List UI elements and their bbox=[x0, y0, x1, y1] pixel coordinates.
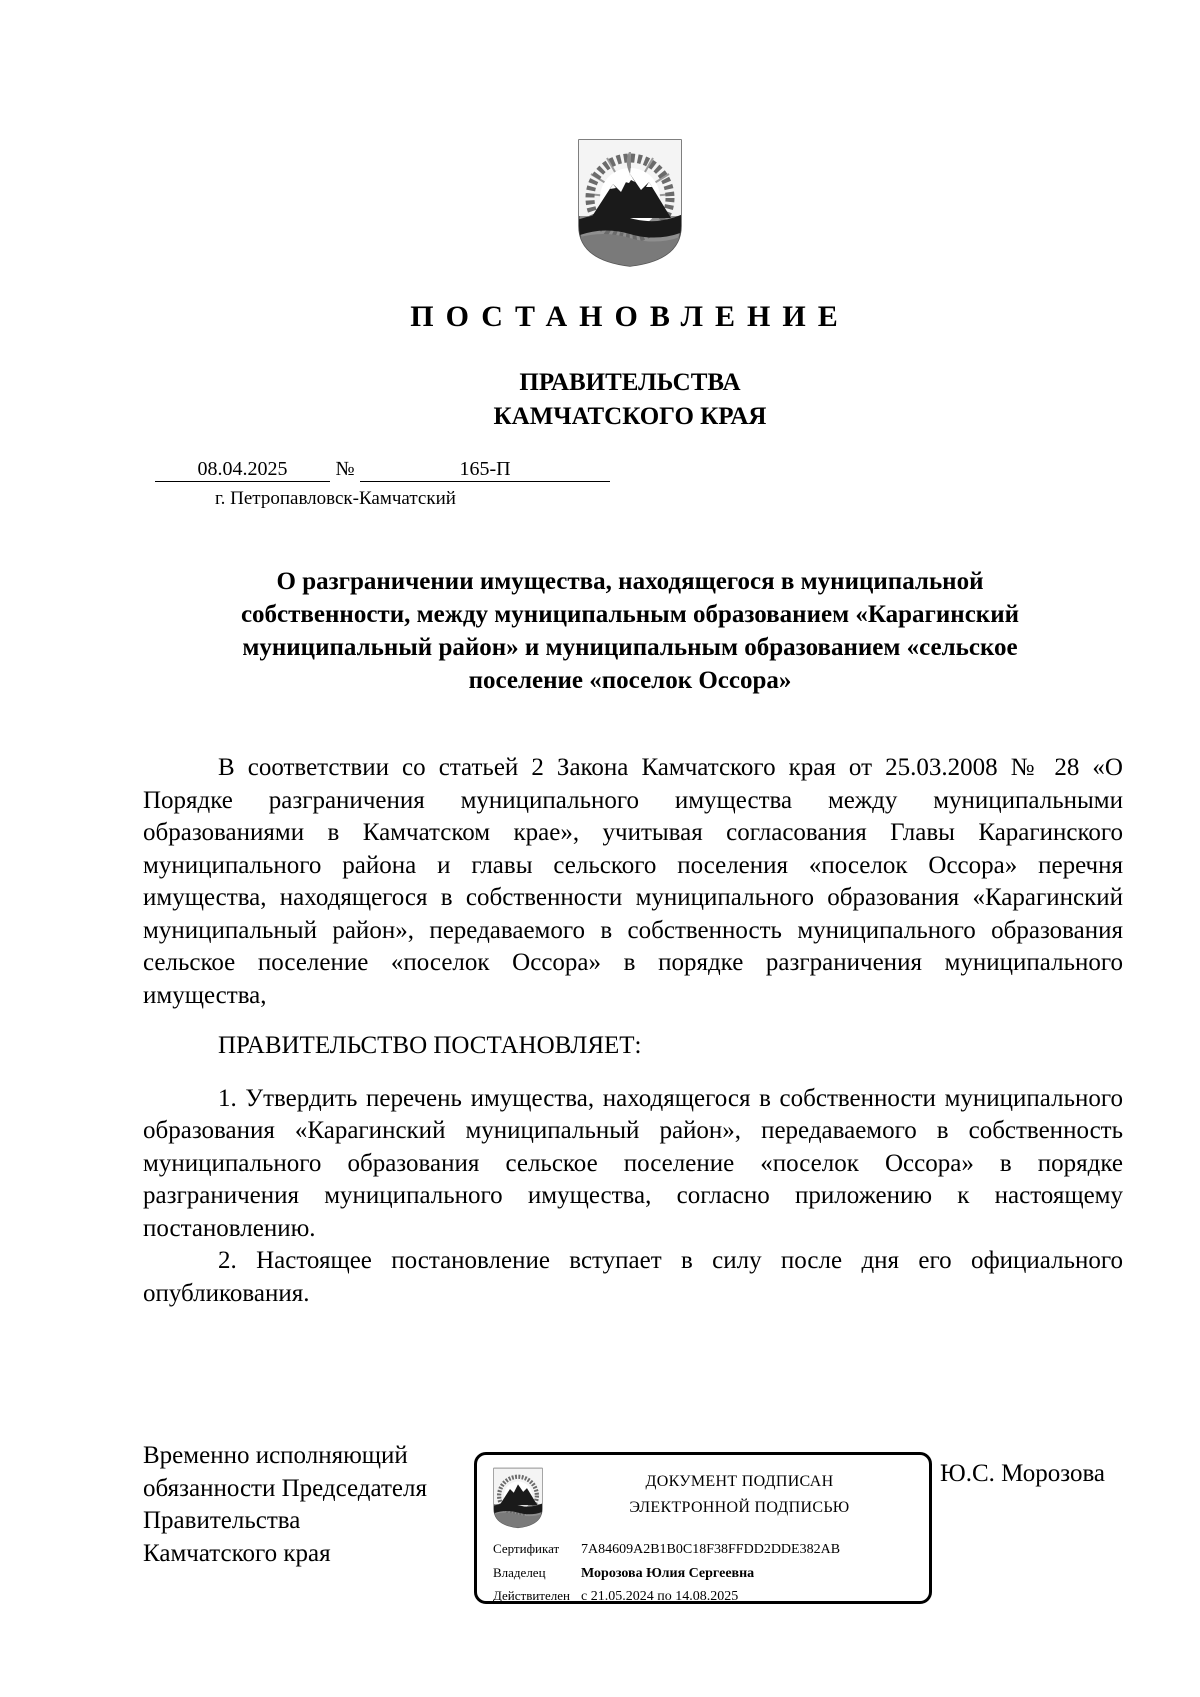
validity-value: с 21.05.2024 по 14.08.2025 bbox=[581, 1589, 739, 1604]
title-line: собственности, между муниципальным образованием «Карагинский bbox=[240, 601, 1020, 628]
title-line: поселение «поселок Оссора» bbox=[468, 667, 792, 694]
document-date: 08.04.2025 bbox=[155, 457, 330, 482]
number-sign: № bbox=[335, 458, 355, 480]
certificate-row bbox=[493, 1541, 840, 1558]
registration-line bbox=[155, 457, 610, 482]
owner-row bbox=[493, 1565, 754, 1582]
owner-value: Морозова Юлия Сергеевна bbox=[581, 1566, 755, 1581]
owner-label: Владелец bbox=[493, 1565, 546, 1580]
city-name: г. Петропавловск-Камчатский bbox=[215, 488, 456, 509]
certificate-label: Сертификат bbox=[493, 1541, 560, 1556]
decree-statement: ПРАВИТЕЛЬСТВО ПОСТАНОВЛЯЕТ: bbox=[218, 1032, 642, 1059]
signer-position-line: Временно исполняющий bbox=[143, 1442, 408, 1469]
document-number: 165-П bbox=[360, 457, 610, 482]
title-line: муниципальный район» и муниципальным образованием «сельское bbox=[242, 634, 1018, 661]
kamchatka-coat-of-arms-emblem bbox=[577, 138, 683, 268]
signer-position-line: Правительства bbox=[143, 1507, 301, 1534]
issuer-heading bbox=[0, 366, 1200, 434]
stamp-heading-line: ЭЛЕКТРОННОЙ ПОДПИСЬЮ bbox=[629, 1499, 850, 1516]
signer-name: Ю.С. Морозова bbox=[940, 1460, 1106, 1487]
signer-position-line: обязанности Председателя bbox=[143, 1474, 427, 1502]
stamp-emblem-icon bbox=[493, 1467, 543, 1529]
preamble-paragraph: В соответствии со статьей 2 Закона Камчатского края от 25.03.2008 № 28 «О Порядке разграничения муниципального имущества между муниципальными образованиями в Камчатском крае», учитывая согласования Главы Карагинского муниципального района и главы сельского поселения «поселок Оссора» перечня имущества, находящегося в собственности муниципального образования «Карагинский муниципальный район», передаваемого в собственность муниципального образования сельское поселение «поселок Оссора» в порядке разграничения муниципального имущества, bbox=[143, 754, 1123, 1009]
validity-row bbox=[493, 1588, 738, 1605]
document-type-heading: ПОСТАНОВЛЕНИЕ bbox=[410, 300, 850, 333]
document-title bbox=[140, 565, 1120, 697]
signer-position-line: Камчатского края bbox=[143, 1539, 331, 1567]
stamp-heading-line: ДОКУМЕНТ ПОДПИСАН bbox=[645, 1473, 834, 1490]
stamp-heading bbox=[572, 1469, 907, 1521]
document-body bbox=[143, 752, 1123, 1310]
validity-label: Действителен bbox=[493, 1588, 570, 1603]
resolution-item-2: 2. Настоящее постановление вступает в силу после дня его официального опубликования. bbox=[143, 1247, 1123, 1307]
electronic-signature-stamp bbox=[474, 1452, 932, 1604]
title-line: О разграничении имущества, находящегося в муниципальной bbox=[276, 568, 984, 595]
issuer-line: КАМЧАТСКОГО КРАЯ bbox=[493, 403, 767, 430]
resolution-item-1: 1. Утвердить перечень имущества, находящегося в собственности муниципального образования «Карагинский муниципальный район», передаваемого в собственность муниципального образования сельское поселение «поселок Оссора» в порядке разграничения муниципального имущества, согласно приложению к настоящему постановлению. bbox=[143, 1084, 1123, 1242]
signer-position bbox=[143, 1440, 427, 1570]
certificate-value: 7A84609A2B1B0C18F38FFDD2DDE382AB bbox=[581, 1542, 841, 1557]
issuer-line: ПРАВИТЕЛЬСТВА bbox=[519, 369, 741, 396]
